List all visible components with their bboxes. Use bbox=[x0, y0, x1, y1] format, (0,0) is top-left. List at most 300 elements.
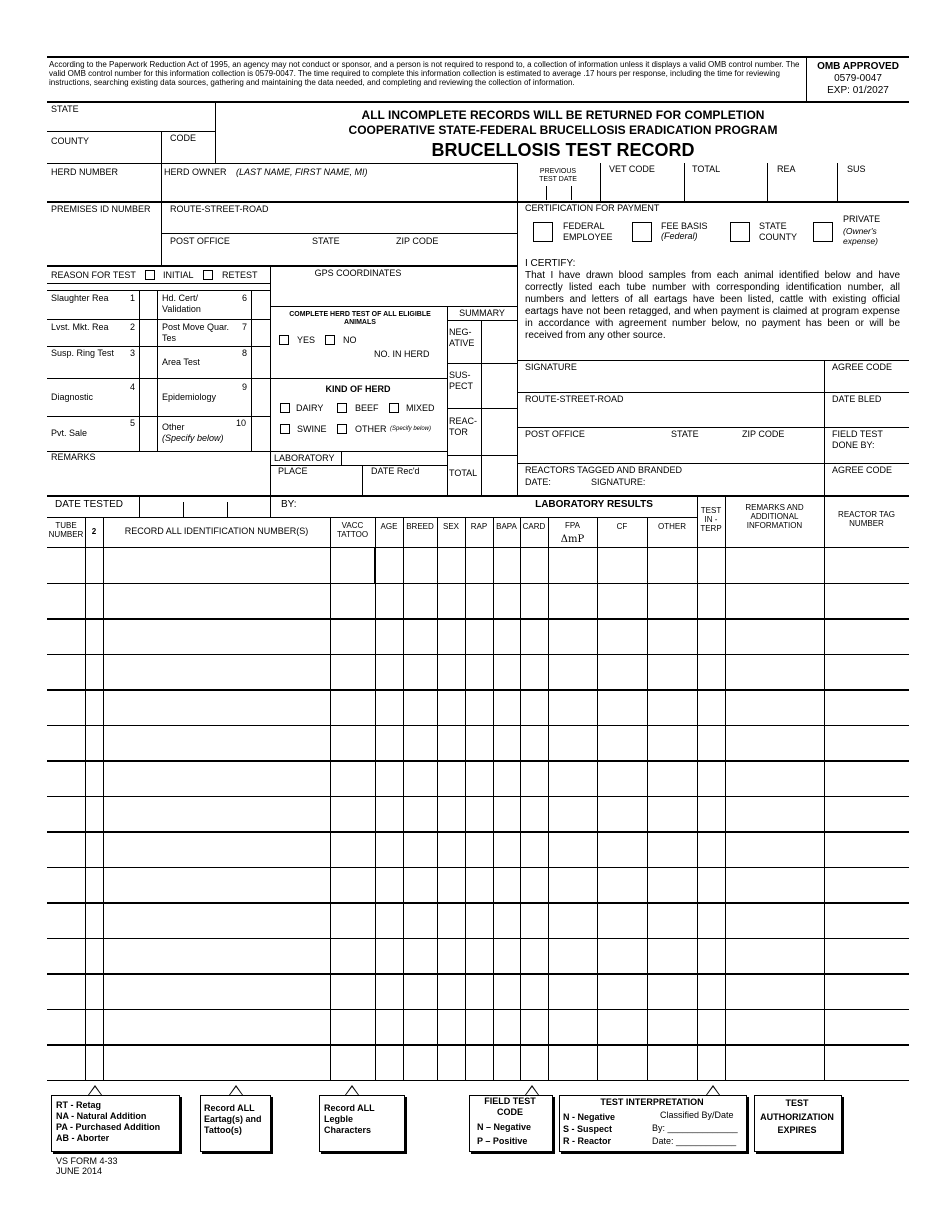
table-cell[interactable] bbox=[87, 764, 101, 792]
table-cell[interactable] bbox=[522, 658, 546, 686]
table-cell[interactable] bbox=[699, 835, 723, 863]
herd-number-field[interactable] bbox=[52, 182, 157, 196]
table-cell[interactable] bbox=[699, 622, 723, 650]
table-cell[interactable] bbox=[405, 906, 435, 934]
table-cell[interactable] bbox=[467, 587, 491, 615]
table-cell[interactable] bbox=[727, 658, 822, 686]
table-cell[interactable] bbox=[826, 729, 907, 757]
table-cell[interactable] bbox=[522, 764, 546, 792]
table-cell[interactable] bbox=[522, 977, 546, 1005]
table-cell[interactable] bbox=[727, 551, 822, 579]
herd-owner-hint: (LAST NAME, FIRST NAME, MI) bbox=[236, 167, 368, 177]
table-cell[interactable] bbox=[105, 906, 328, 934]
table-cell[interactable] bbox=[699, 693, 723, 721]
table-cell[interactable] bbox=[49, 1048, 83, 1076]
private-checkbox[interactable] bbox=[813, 222, 833, 242]
table-cell[interactable] bbox=[87, 693, 101, 721]
table-cell[interactable] bbox=[599, 835, 645, 863]
table-cell[interactable] bbox=[649, 693, 695, 721]
table-cell[interactable] bbox=[495, 729, 518, 757]
table-cell[interactable] bbox=[49, 942, 83, 970]
table-cell[interactable] bbox=[87, 729, 101, 757]
table-cell[interactable] bbox=[727, 835, 822, 863]
table-cell[interactable] bbox=[439, 977, 463, 1005]
code-na: NA - Natural Addition bbox=[56, 1111, 147, 1121]
table-cell[interactable] bbox=[439, 622, 463, 650]
table-cell[interactable] bbox=[727, 906, 822, 934]
table-cell[interactable] bbox=[649, 800, 695, 828]
table-cell[interactable] bbox=[105, 729, 328, 757]
reason-checkbox-cell[interactable] bbox=[252, 291, 269, 319]
mixed-checkbox[interactable] bbox=[389, 403, 399, 413]
table-cell[interactable] bbox=[439, 906, 463, 934]
table-cell[interactable] bbox=[522, 800, 546, 828]
table-cell[interactable] bbox=[649, 1013, 695, 1041]
table-cell[interactable] bbox=[105, 1013, 328, 1041]
table-cell[interactable] bbox=[105, 800, 328, 828]
table-cell[interactable] bbox=[727, 587, 822, 615]
table-cell[interactable] bbox=[332, 871, 373, 899]
table-cell[interactable] bbox=[377, 729, 401, 757]
table-cell[interactable] bbox=[87, 1048, 101, 1076]
table-cell[interactable] bbox=[826, 942, 907, 970]
table-cell[interactable] bbox=[467, 622, 491, 650]
table-cell[interactable] bbox=[550, 977, 595, 1005]
divider bbox=[47, 201, 517, 203]
table-cell[interactable] bbox=[332, 587, 373, 615]
table-cell[interactable] bbox=[105, 622, 328, 650]
table-cell[interactable] bbox=[405, 835, 435, 863]
table-cell[interactable] bbox=[699, 764, 723, 792]
table-cell[interactable] bbox=[826, 1013, 907, 1041]
table-cell[interactable] bbox=[87, 977, 101, 1005]
table-cell[interactable] bbox=[649, 764, 695, 792]
table-cell[interactable] bbox=[467, 800, 491, 828]
table-cell[interactable] bbox=[377, 1048, 401, 1076]
table-cell[interactable] bbox=[49, 729, 83, 757]
table-cell[interactable] bbox=[699, 551, 723, 579]
table-cell[interactable] bbox=[550, 622, 595, 650]
table-cell[interactable] bbox=[332, 1013, 373, 1041]
table-cell[interactable] bbox=[522, 622, 546, 650]
table-cell[interactable] bbox=[550, 835, 595, 863]
table-cell[interactable] bbox=[467, 551, 491, 579]
table-cell[interactable] bbox=[649, 551, 695, 579]
table-cell[interactable] bbox=[495, 800, 518, 828]
ti-negative: N - Negative bbox=[563, 1112, 616, 1122]
table-cell[interactable] bbox=[405, 622, 435, 650]
table-cell[interactable] bbox=[599, 942, 645, 970]
table-cell[interactable] bbox=[332, 622, 373, 650]
table-cell[interactable] bbox=[105, 942, 328, 970]
table-cell[interactable] bbox=[727, 800, 822, 828]
herd-owner-field[interactable] bbox=[165, 182, 510, 196]
table-cell[interactable] bbox=[550, 906, 595, 934]
divider bbox=[47, 163, 517, 164]
table-cell[interactable] bbox=[467, 658, 491, 686]
table-cell[interactable] bbox=[332, 800, 373, 828]
table-cell[interactable] bbox=[599, 1013, 645, 1041]
table-cell[interactable] bbox=[105, 871, 328, 899]
table-cell[interactable] bbox=[332, 729, 373, 757]
table-cell[interactable] bbox=[649, 622, 695, 650]
table-cell[interactable] bbox=[377, 1013, 401, 1041]
table-cell[interactable] bbox=[727, 1013, 822, 1041]
table-cell[interactable] bbox=[467, 764, 491, 792]
retest-checkbox[interactable] bbox=[203, 270, 213, 280]
state-field[interactable] bbox=[52, 116, 212, 130]
reason-checkbox-cell[interactable] bbox=[252, 380, 269, 416]
initial-checkbox[interactable] bbox=[145, 270, 155, 280]
table-cell[interactable] bbox=[332, 658, 373, 686]
table-cell[interactable] bbox=[495, 622, 518, 650]
table-cell[interactable] bbox=[405, 1048, 435, 1076]
federal-employee-checkbox[interactable] bbox=[533, 222, 553, 242]
table-cell[interactable] bbox=[377, 835, 401, 863]
table-cell[interactable] bbox=[495, 835, 518, 863]
divider bbox=[183, 502, 184, 517]
table-cell[interactable] bbox=[105, 977, 328, 1005]
laboratory-field[interactable] bbox=[341, 451, 448, 466]
table-cell[interactable] bbox=[727, 942, 822, 970]
table-cell[interactable] bbox=[467, 835, 491, 863]
table-cell[interactable] bbox=[49, 1013, 83, 1041]
table-cell[interactable] bbox=[649, 587, 695, 615]
table-cell[interactable] bbox=[405, 551, 435, 579]
table-cell[interactable] bbox=[439, 693, 463, 721]
table-cell[interactable] bbox=[49, 835, 83, 863]
table-cell[interactable] bbox=[522, 942, 546, 970]
table-cell[interactable] bbox=[522, 871, 546, 899]
no-checkbox[interactable] bbox=[325, 335, 335, 345]
table-cell[interactable] bbox=[405, 729, 435, 757]
table-cell[interactable] bbox=[105, 835, 328, 863]
other-herd-hint: (Specify below) bbox=[390, 426, 432, 432]
beef-checkbox[interactable] bbox=[337, 403, 347, 413]
table-cell[interactable] bbox=[105, 658, 328, 686]
table-cell[interactable] bbox=[826, 587, 907, 615]
table-cell[interactable] bbox=[699, 977, 723, 1005]
table-cell[interactable] bbox=[727, 871, 822, 899]
table-cell[interactable] bbox=[377, 551, 401, 579]
table-cell[interactable] bbox=[439, 764, 463, 792]
table-cell[interactable] bbox=[727, 1048, 822, 1076]
ti-reactor: R - Reactor bbox=[563, 1136, 612, 1146]
table-cell[interactable] bbox=[49, 906, 83, 934]
table-cell[interactable] bbox=[522, 551, 546, 579]
table-cell[interactable] bbox=[727, 729, 822, 757]
code-rt: RT - Retag bbox=[56, 1100, 101, 1110]
table-cell[interactable] bbox=[439, 942, 463, 970]
table-cell[interactable] bbox=[377, 658, 401, 686]
table-cell[interactable] bbox=[649, 729, 695, 757]
table-cell[interactable] bbox=[649, 658, 695, 686]
signature-label-2: SIGNATURE: bbox=[591, 477, 646, 487]
table-cell[interactable] bbox=[699, 1048, 723, 1076]
table-cell[interactable] bbox=[699, 906, 723, 934]
table-cell[interactable] bbox=[495, 1048, 518, 1076]
column-divider bbox=[103, 517, 104, 1080]
yes-checkbox[interactable] bbox=[279, 335, 289, 345]
table-cell[interactable] bbox=[87, 800, 101, 828]
table-cell[interactable] bbox=[377, 587, 401, 615]
table-cell[interactable] bbox=[439, 658, 463, 686]
table-cell[interactable] bbox=[599, 729, 645, 757]
table-cell[interactable] bbox=[49, 871, 83, 899]
column-divider bbox=[520, 517, 521, 1080]
state-county-checkbox[interactable] bbox=[730, 222, 750, 242]
table-cell[interactable] bbox=[826, 906, 907, 934]
table-cell[interactable] bbox=[599, 800, 645, 828]
table-cell[interactable] bbox=[550, 800, 595, 828]
table-cell[interactable] bbox=[439, 800, 463, 828]
table-cell[interactable] bbox=[522, 1048, 546, 1076]
table-cell[interactable] bbox=[332, 1048, 373, 1076]
table-cell[interactable] bbox=[826, 764, 907, 792]
table-cell[interactable] bbox=[332, 942, 373, 970]
table-cell[interactable] bbox=[377, 764, 401, 792]
table-cell[interactable] bbox=[826, 1048, 907, 1076]
table-cell[interactable] bbox=[405, 587, 435, 615]
table-cell[interactable] bbox=[522, 693, 546, 721]
table-cell[interactable] bbox=[49, 622, 83, 650]
reason-number: 3 bbox=[130, 348, 136, 358]
table-cell[interactable] bbox=[467, 942, 491, 970]
table-cell[interactable] bbox=[495, 871, 518, 899]
table-cell[interactable] bbox=[550, 942, 595, 970]
divider bbox=[47, 290, 270, 291]
table-cell[interactable] bbox=[467, 729, 491, 757]
table-cell[interactable] bbox=[405, 977, 435, 1005]
table-cell[interactable] bbox=[550, 1013, 595, 1041]
table-cell[interactable] bbox=[826, 622, 907, 650]
table-cell[interactable] bbox=[377, 906, 401, 934]
table-cell[interactable] bbox=[332, 906, 373, 934]
table-cell[interactable] bbox=[495, 1013, 518, 1041]
table-cell[interactable] bbox=[377, 871, 401, 899]
table-cell[interactable] bbox=[332, 835, 373, 863]
table-cell[interactable] bbox=[87, 658, 101, 686]
federal-employee-label: FEDERAL EMPLOYEE bbox=[563, 221, 613, 242]
table-cell[interactable] bbox=[522, 729, 546, 757]
table-cell[interactable] bbox=[405, 1013, 435, 1041]
table-cell[interactable] bbox=[495, 764, 518, 792]
reason-checkbox-cell[interactable] bbox=[140, 320, 156, 346]
table-cell[interactable] bbox=[105, 551, 328, 579]
table-cell[interactable] bbox=[550, 1048, 595, 1076]
suspect-label: SUS-PECT bbox=[449, 370, 474, 391]
table-cell[interactable] bbox=[105, 764, 328, 792]
table-cell[interactable] bbox=[332, 551, 373, 579]
reason-label: Lvst. Mkt. Rea bbox=[51, 322, 109, 332]
table-cell[interactable] bbox=[649, 871, 695, 899]
table-cell[interactable] bbox=[826, 800, 907, 828]
table-cell[interactable] bbox=[522, 1013, 546, 1041]
divider bbox=[139, 496, 140, 517]
table-cell[interactable] bbox=[332, 764, 373, 792]
table-cell[interactable] bbox=[87, 942, 101, 970]
table-cell[interactable] bbox=[522, 835, 546, 863]
reason-checkbox-cell[interactable] bbox=[140, 346, 156, 380]
table-cell[interactable] bbox=[826, 658, 907, 686]
table-cell[interactable] bbox=[49, 977, 83, 1005]
table-cell[interactable] bbox=[405, 764, 435, 792]
table-cell[interactable] bbox=[467, 693, 491, 721]
table-cell[interactable] bbox=[826, 871, 907, 899]
table-cell[interactable] bbox=[599, 871, 645, 899]
table-cell[interactable] bbox=[727, 622, 822, 650]
reason-checkbox-cell[interactable] bbox=[140, 291, 156, 319]
table-cell[interactable] bbox=[377, 800, 401, 828]
table-cell[interactable] bbox=[699, 871, 723, 899]
code-field[interactable] bbox=[165, 147, 213, 161]
table-cell[interactable] bbox=[495, 906, 518, 934]
table-cell[interactable] bbox=[377, 693, 401, 721]
table-cell[interactable] bbox=[727, 764, 822, 792]
table-cell[interactable] bbox=[727, 977, 822, 1005]
table-cell[interactable] bbox=[649, 977, 695, 1005]
table-cell[interactable] bbox=[405, 871, 435, 899]
table-cell[interactable] bbox=[87, 871, 101, 899]
table-cell[interactable] bbox=[550, 551, 595, 579]
table-cell[interactable] bbox=[495, 942, 518, 970]
table-cell[interactable] bbox=[599, 658, 645, 686]
divider bbox=[600, 163, 601, 201]
table-cell[interactable] bbox=[826, 551, 907, 579]
table-cell[interactable] bbox=[439, 551, 463, 579]
table-cell[interactable] bbox=[522, 906, 546, 934]
reason-label: REASON FOR TEST bbox=[51, 270, 136, 280]
owners-expense: (Owner's expense) bbox=[843, 226, 878, 247]
table-cell[interactable] bbox=[87, 835, 101, 863]
divider bbox=[517, 427, 909, 428]
table-cell[interactable] bbox=[87, 587, 101, 615]
table-cell[interactable] bbox=[550, 693, 595, 721]
table-cell[interactable] bbox=[699, 1013, 723, 1041]
table-cell[interactable] bbox=[599, 1048, 645, 1076]
table-cell[interactable] bbox=[439, 587, 463, 615]
table-cell[interactable] bbox=[405, 800, 435, 828]
table-cell[interactable] bbox=[49, 658, 83, 686]
table-cell[interactable] bbox=[105, 1048, 328, 1076]
table-cell[interactable] bbox=[439, 1013, 463, 1041]
table-cell[interactable] bbox=[699, 658, 723, 686]
table-cell[interactable] bbox=[599, 587, 645, 615]
table-cell[interactable] bbox=[699, 587, 723, 615]
table-cell[interactable] bbox=[599, 764, 645, 792]
table-cell[interactable] bbox=[87, 1013, 101, 1041]
route-field[interactable] bbox=[170, 218, 510, 232]
table-cell[interactable] bbox=[826, 693, 907, 721]
table-cell[interactable] bbox=[105, 693, 328, 721]
table-cell[interactable] bbox=[522, 587, 546, 615]
table-cell[interactable] bbox=[826, 977, 907, 1005]
table-cell[interactable] bbox=[550, 729, 595, 757]
reason-checkbox-cell[interactable] bbox=[252, 416, 269, 450]
table-cell[interactable] bbox=[49, 587, 83, 615]
table-cell[interactable] bbox=[405, 942, 435, 970]
breed-header: BREED bbox=[406, 522, 434, 531]
table-cell[interactable] bbox=[495, 587, 518, 615]
table-cell[interactable] bbox=[332, 693, 373, 721]
fee-basis-checkbox[interactable] bbox=[632, 222, 652, 242]
table-cell[interactable] bbox=[405, 693, 435, 721]
state-label-2: STATE bbox=[312, 236, 340, 246]
county-field[interactable] bbox=[52, 147, 157, 161]
table-cell[interactable] bbox=[495, 658, 518, 686]
rea-label: REA bbox=[777, 164, 796, 174]
table-cell[interactable] bbox=[439, 1048, 463, 1076]
table-cell[interactable] bbox=[439, 835, 463, 863]
table-cell[interactable] bbox=[439, 729, 463, 757]
table-cell[interactable] bbox=[377, 942, 401, 970]
table-cell[interactable] bbox=[550, 587, 595, 615]
table-cell[interactable] bbox=[649, 906, 695, 934]
table-cell[interactable] bbox=[49, 693, 83, 721]
table-cell[interactable] bbox=[332, 977, 373, 1005]
table-cell[interactable] bbox=[467, 906, 491, 934]
swine-checkbox[interactable] bbox=[280, 424, 290, 434]
table-cell[interactable] bbox=[87, 622, 101, 650]
premises-id-label: PREMISES ID NUMBER bbox=[51, 204, 151, 214]
dairy-checkbox[interactable] bbox=[280, 403, 290, 413]
reason-checkbox-cell[interactable] bbox=[252, 320, 269, 346]
table-cell[interactable] bbox=[439, 871, 463, 899]
reason-checkbox-cell[interactable] bbox=[140, 416, 156, 450]
table-cell[interactable] bbox=[699, 800, 723, 828]
table-cell[interactable] bbox=[377, 622, 401, 650]
table-cell[interactable] bbox=[105, 587, 328, 615]
table-cell[interactable] bbox=[599, 551, 645, 579]
table-cell[interactable] bbox=[599, 622, 645, 650]
table-cell[interactable] bbox=[49, 551, 83, 579]
table-cell[interactable] bbox=[727, 693, 822, 721]
table-cell[interactable] bbox=[550, 764, 595, 792]
reason-label: Pvt. Sale bbox=[51, 428, 88, 438]
table-cell[interactable] bbox=[826, 835, 907, 863]
table-cell[interactable] bbox=[649, 835, 695, 863]
table-cell[interactable] bbox=[467, 1048, 491, 1076]
table-cell[interactable] bbox=[599, 977, 645, 1005]
table-cell[interactable] bbox=[699, 942, 723, 970]
table-cell[interactable] bbox=[467, 1013, 491, 1041]
table-cell[interactable] bbox=[699, 729, 723, 757]
table-cell[interactable] bbox=[649, 942, 695, 970]
table-cell[interactable] bbox=[599, 906, 645, 934]
table-cell[interactable] bbox=[550, 658, 595, 686]
reason-checkbox-cell[interactable] bbox=[252, 346, 269, 380]
table-cell[interactable] bbox=[599, 693, 645, 721]
table-cell[interactable] bbox=[377, 977, 401, 1005]
table-cell[interactable] bbox=[495, 551, 518, 579]
reason-checkbox-cell[interactable] bbox=[140, 380, 156, 416]
table-cell[interactable] bbox=[49, 764, 83, 792]
table-cell[interactable] bbox=[495, 977, 518, 1005]
divider bbox=[47, 346, 270, 347]
table-cell[interactable] bbox=[87, 906, 101, 934]
table-cell[interactable] bbox=[550, 871, 595, 899]
table-cell[interactable] bbox=[467, 977, 491, 1005]
premises-id-field[interactable] bbox=[52, 218, 157, 232]
reason-label: Slaughter Rea bbox=[51, 293, 109, 303]
table-cell[interactable] bbox=[87, 551, 101, 579]
table-cell[interactable] bbox=[467, 871, 491, 899]
other-herd-checkbox[interactable] bbox=[337, 424, 347, 434]
table-cell[interactable] bbox=[649, 1048, 695, 1076]
table-cell[interactable] bbox=[49, 800, 83, 828]
table-cell[interactable] bbox=[495, 693, 518, 721]
table-cell[interactable] bbox=[405, 658, 435, 686]
